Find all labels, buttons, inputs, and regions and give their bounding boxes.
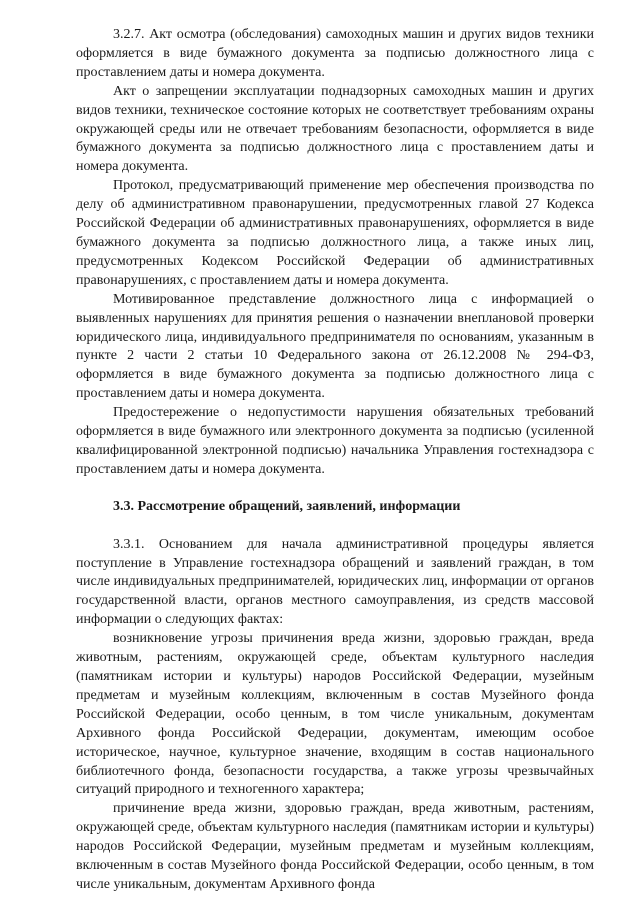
paragraph-harm-caused: причинение вреда жизни, здоровью граждан, вреда животным, растениям, окружающей среде, объектам культурного наследия (памятникам истории и культуры) народов Российской Федерации, музейным предметам и музейным коллекциям, включенным в состав Музейного фонда Российской Федерации, особо ценным, в том числе уникальным, документам Архивного фонда: [76, 801, 594, 892]
paragraph-3-2-7-act-inspection: 3.2.7. Акт осмотра (обследования) самоходных машин и других видов техники оформляется в виде бумажного документа за подписью должностного лица с проставлением даты и номера документа.: [76, 27, 594, 80]
paragraph-threat-of-harm: возникновение угрозы причинения вреда жизни, здоровью граждан, вреда животным, растениям, окружающей среде, объектам культурного наследия (памятникам истории и культуры) народов Российской Федерации, музейным предметам и музейным коллекциям, включенным в состав Музейного фонда Российской Федерации, особо ценным, в том числе уникальным, документам Архивного фонда Российской Федерации, документам, имеющим особое историческое, научное, культурное значение, входящим в состав национального библиотечного фонда, безопасности государства, а также угрозы чрезвычайных ситуаций природного и техногенного характера;: [76, 631, 594, 798]
paragraph-3-3-1-basis: 3.3.1. Основанием для начала административной процедуры является поступление в Управление гостехнадзора обращений и заявлений граждан, в том числе индивидуальных предпринимателей, юридических лиц, информации от органов государственной власти, органов местного самоуправления, из средств массовой информации о следующих фактах:: [76, 536, 594, 628]
paragraph-protocol: Протокол, предусматривающий применение мер обеспечения производства по делу об административном правонарушении, предусмотренных главой 27 Кодекса Российской Федерации об административных правонарушениях, оформляется в виде бумажного документа за подписью должностного лица, а также иных лиц, предусмотренных Кодексом Российской Федерации об административных правонарушениях, с проставлением даты и номера документа.: [76, 178, 594, 288]
paragraph-act-prohibition: Акт о запрещении эксплуатации поднадзорных самоходных машин и других видов техники, техническое состояние которых не соответствует требованиям охраны окружающей среды или не отвечает требованиям безопасности, оформляется в виде бумажного документа за подписью должностного лица с проставлением даты и номера документа.: [76, 83, 594, 175]
document-body: [76, 26, 594, 895]
paragraph-motivated-representation: Мотивированное представление должностного лица с информацией о выявленных нарушениях для принятия решения о назначении внеплановой проверки юридического лица, индивидуального предпринимателя по основаниям, указанным в пункте 2 части 2 статьи 10 Федерального закона от 26.12.2008 № 294-ФЗ, оформляется в виде бумажного документа за подписью должностного лица с проставлением даты и номера документа.: [76, 291, 594, 402]
paragraph-warning: Предостережение о недопустимости нарушения обязательных требований оформляется в виде бумажного или электронного документа за подписью (усиленной квалифицированной электронной подписью) начальника Управления гостехнадзора с проставлением даты и номера документа.: [76, 405, 594, 477]
section-heading-3-3: 3.3. Рассмотрение обращений, заявлений, информации: [113, 498, 461, 514]
